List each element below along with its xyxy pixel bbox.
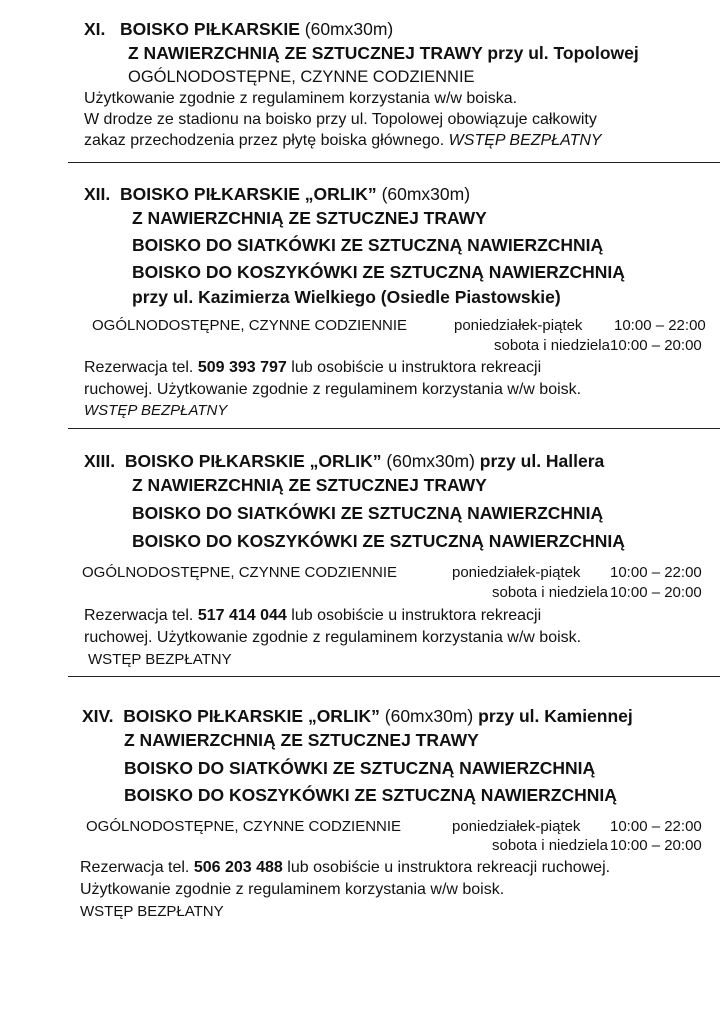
section-number: XIV. — [82, 706, 114, 726]
field-size: (60mx30m) — [384, 706, 474, 726]
surface-line: Z NAWIERZCHNIĄ ZE SZTUCZNEJ TRAWY — [124, 730, 479, 750]
section-title: BOISKO PIŁKARSKIE „ORLIK” — [124, 451, 382, 471]
reservation-line — [80, 860, 610, 876]
section-title: BOISKO PIŁKARSKIE „ORLIK” — [123, 706, 380, 726]
weekend-hours: 10:00 – 20:00 — [610, 337, 702, 354]
section-xii-heading — [84, 186, 470, 204]
prohibition-text: zakaz przechodzenia przez płytę boiska głównego. — [84, 132, 445, 149]
free-entry: WSTĘP BEZPŁATNY — [448, 132, 602, 149]
field-size: (60mx30m) — [381, 184, 471, 204]
section-number: XIII. — [84, 451, 116, 471]
weekday-label: poniedziałek-piątek — [452, 818, 581, 835]
section-xiv-heading — [82, 708, 633, 726]
surface-line: Z NAWIERZCHNIĄ ZE SZTUCZNEJ TRAWY — [132, 475, 487, 495]
usage-note: Użytkowanie zgodnie z regulaminem korzystania w/w boisk. — [80, 881, 505, 898]
weekday-hours: 10:00 – 22:00 — [610, 564, 702, 581]
volleyball-line: BOISKO DO SIATKÓWKI ZE SZTUCZNĄ NAWIERZCHNIĄ — [124, 758, 596, 778]
basketball-line: BOISKO DO KOSZYKÓWKI ZE SZTUCZNĄ NAWIERZCHNIĄ — [124, 785, 617, 805]
volleyball-line: BOISKO DO SIATKÓWKI ZE SZTUCZNĄ NAWIERZCHNIĄ — [132, 503, 604, 523]
availability-text: OGÓLNODOSTĘPNE, CZYNNE CODZIENNIE — [128, 68, 475, 86]
free-entry: WSTĘP BEZPŁATNY — [88, 651, 232, 668]
surface-line: Z NAWIERZCHNIĄ ZE SZTUCZNEJ TRAWY — [132, 208, 487, 228]
section-title: BOISKO PIŁKARSKIE „ORLIK” — [120, 184, 377, 204]
weekend-label: sobota i niedziela — [494, 337, 610, 354]
reservation-label: Rezerwacja tel. — [84, 607, 194, 624]
section-xi-heading — [84, 21, 393, 39]
divider — [68, 162, 720, 163]
reservation-line — [84, 360, 541, 376]
weekend-label: sobota i niedziela — [492, 584, 608, 601]
address-line: przy ul. Kazimierza Wielkiego (Osiedle Piastowskie) — [132, 287, 561, 307]
free-entry: WSTĘP BEZPŁATNY — [80, 903, 224, 920]
reservation-suffix: lub osobiście u instruktora rekreacji — [291, 607, 542, 624]
section-xiii-heading — [84, 453, 604, 471]
weekend-hours: 10:00 – 20:00 — [610, 837, 702, 854]
street-name: przy ul. Hallera — [479, 451, 605, 471]
volleyball-line: BOISKO DO SIATKÓWKI ZE SZTUCZNĄ NAWIERZCHNIĄ — [132, 235, 604, 255]
availability-text: OGÓLNODOSTĘPNE, CZYNNE CODZIENNIE — [82, 564, 398, 581]
basketball-line: BOISKO DO KOSZYKÓWKI ZE SZTUCZNĄ NAWIERZCHNIĄ — [132, 531, 625, 551]
reservation-label: Rezerwacja tel. — [84, 359, 194, 376]
divider — [68, 428, 720, 429]
availability-text: OGÓLNODOSTĘPNE, CZYNNE CODZIENNIE — [86, 818, 402, 835]
weekday-hours: 10:00 – 22:00 — [610, 818, 702, 835]
weekend-hours: 10:00 – 20:00 — [610, 584, 702, 601]
phone-number: 506 203 488 — [193, 859, 283, 876]
section-number: XII. — [84, 184, 111, 204]
availability-text: OGÓLNODOSTĘPNE, CZYNNE CODZIENNIE — [92, 317, 408, 334]
surface-line: Z NAWIERZCHNIĄ ZE SZTUCZNEJ TRAWY przy ul. Topolowej — [128, 43, 639, 63]
basketball-line: BOISKO DO KOSZYKÓWKI ZE SZTUCZNĄ NAWIERZCHNIĄ — [132, 262, 625, 282]
phone-number: 509 393 797 — [197, 359, 287, 376]
field-size: (60mx30m) — [304, 19, 394, 39]
route-note: W drodze ze stadionu na boisko przy ul. Topolowej obowiązuje całkowity — [84, 111, 597, 128]
reservation-line — [84, 608, 541, 624]
divider — [68, 676, 720, 677]
prohibition-note — [84, 133, 602, 149]
usage-note: ruchowej. Użytkowanie zgodnie z regulaminem korzystania w/w boisk. — [84, 629, 582, 646]
weekday-label: poniedziałek-piątek — [452, 564, 581, 581]
weekend-label: sobota i niedziela — [492, 837, 608, 854]
reservation-label: Rezerwacja tel. — [80, 859, 190, 876]
street-name: przy ul. Kamiennej — [478, 706, 633, 726]
free-entry: WSTĘP BEZPŁATNY — [84, 402, 228, 419]
section-title: BOISKO PIŁKARSKIE — [120, 19, 300, 39]
usage-note: ruchowej. Użytkowanie zgodnie z regulaminem korzystania w/w boisk. — [84, 381, 582, 398]
weekday-label: poniedziałek-piątek — [454, 317, 583, 334]
reservation-suffix: lub osobiście u instruktora rekreacji ruchowej. — [287, 859, 611, 876]
weekday-hours: 10:00 – 22:00 — [614, 317, 706, 334]
field-size: (60mx30m) — [386, 451, 475, 471]
phone-number: 517 414 044 — [197, 607, 287, 624]
section-number: XI. — [84, 19, 106, 39]
usage-note: Użytkowanie zgodnie z regulaminem korzystania w/w boiska. — [84, 90, 518, 107]
reservation-suffix: lub osobiście u instruktora rekreacji — [291, 359, 542, 376]
